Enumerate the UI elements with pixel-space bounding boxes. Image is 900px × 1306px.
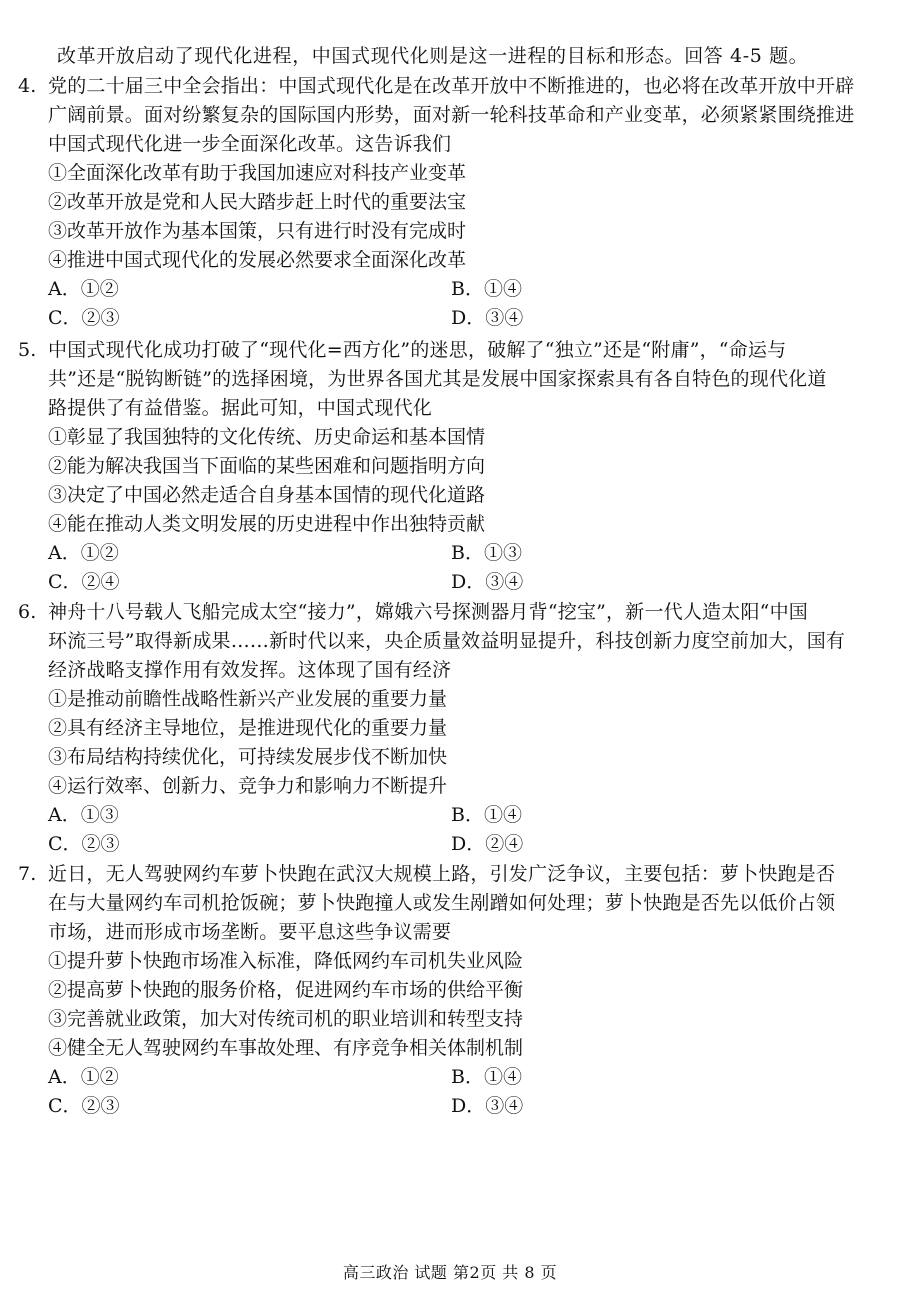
stem-line: 路提供了有益借鉴。据此可知，中国式现代化 [48, 397, 433, 419]
question-5 [18, 336, 878, 597]
stem-line: 中国式现代化进一步全面深化改革。这告诉我们 [48, 133, 452, 155]
stem-line: 环流三号”取得新成果……新时代以来，央企质量效益明显提升，科技创新力度空前加大，国有 [48, 630, 846, 652]
stem-line: 神舟十八号载人飞船完成太空“接力”，嫦娥六号探测器月背“挖宝”，新一代人造太阳“中国 [48, 601, 808, 623]
option-b: B．①④ [451, 1066, 522, 1088]
question-stem [18, 336, 878, 423]
option-d: D．③④ [451, 571, 524, 593]
question-number: 4. [18, 75, 37, 97]
option-c: C．②③ [48, 833, 120, 855]
options-row [18, 539, 878, 568]
options-row [18, 830, 878, 859]
statement-2: ②能为解决我国当下面临的某些困难和问题指明方向 [48, 455, 486, 477]
statement-1: ①提升萝卜快跑市场准入标准，降低网约车司机失业风险 [48, 950, 524, 972]
option-b: B．①④ [451, 278, 522, 300]
statement-1: ①全面深化改革有助于我国加速应对科技产业变革 [48, 162, 467, 184]
option-d: D．③④ [451, 1095, 524, 1117]
statement-3: ③改革开放作为基本国策，只有进行时没有完成时 [48, 220, 467, 242]
option-a: A．①② [48, 1066, 119, 1088]
option-a: A．①③ [48, 804, 119, 826]
statement-1: ①是推动前瞻性战略性新兴产业发展的重要力量 [48, 688, 448, 710]
option-a: A．①② [48, 542, 119, 564]
stem-line: 近日，无人驾驶网约车萝卜快跑在武汉大规模上路，引发广泛争议，主要包括：萝卜快跑是否 [48, 863, 836, 885]
question-7 [18, 860, 878, 1121]
question-stem [18, 598, 878, 685]
option-d: D．②④ [451, 833, 524, 855]
question-number: 6. [18, 601, 37, 623]
stem-line: 广阔前景。面对纷繁复杂的国际国内形势，面对新一轮科技革命和产业变革，必须紧紧围绕推进 [48, 104, 855, 126]
statement-4: ④运行效率、创新力、竞争力和影响力不断提升 [48, 775, 448, 797]
option-d: D．③④ [451, 307, 524, 329]
option-c: C．②③ [48, 307, 120, 329]
question-stem [18, 860, 878, 947]
stem-line: 党的二十届三中全会指出：中国式现代化是在改革开放中不断推进的，也必将在改革开放中开辟 [48, 75, 855, 97]
statement-2: ②提高萝卜快跑的服务价格，促进网约车市场的供给平衡 [48, 979, 524, 1001]
statement-4: ④健全无人驾驶网约车事故处理、有序竞争相关体制机制 [48, 1037, 524, 1059]
stem-line: 市场，进而形成市场垄断。要平息这些争议需要 [48, 921, 452, 943]
intro-text: 改革开放启动了现代化进程，中国式现代化则是这一进程的目标和形态。回答 4-5 题。 [57, 45, 809, 67]
option-c: C．②④ [48, 571, 120, 593]
question-6 [18, 598, 878, 859]
options-row [18, 1063, 878, 1092]
statement-3: ③决定了中国必然走适合自身基本国情的现代化道路 [48, 484, 486, 506]
question-4 [18, 72, 878, 333]
stem-line: 在与大量网约车司机抢饭碗；萝卜快跑撞人或发生剐蹭如何处理；萝卜快跑是否先以低价占领 [48, 892, 836, 914]
options-row [18, 801, 878, 830]
statement-4: ④推进中国式现代化的发展必然要求全面深化改革 [48, 249, 467, 271]
stem-line: 经济战略支撑作用有效发挥。这体现了国有经济 [48, 659, 452, 681]
option-b: B．①③ [451, 542, 522, 564]
options-row [18, 568, 878, 597]
statement-3: ③完善就业政策，加大对传统司机的职业培训和转型支持 [48, 1008, 524, 1030]
options-row [18, 304, 878, 333]
statement-3: ③布局结构持续优化，可持续发展步伐不断加快 [48, 746, 448, 768]
statement-1: ①彰显了我国独特的文化传统、历史命运和基本国情 [48, 426, 486, 448]
question-stem [18, 72, 878, 159]
statement-4: ④能在推动人类文明发展的历史进程中作出独特贡献 [48, 513, 486, 535]
options-row [18, 1092, 878, 1121]
question-number: 7. [18, 863, 37, 885]
options-row [18, 275, 878, 304]
page-footer: 高三政治 试题 第2页 共 8 页 [342, 1263, 558, 1282]
option-a: A．①② [48, 278, 119, 300]
option-b: B．①④ [451, 804, 522, 826]
question-number: 5. [18, 339, 37, 361]
statement-2: ②具有经济主导地位，是推进现代化的重要力量 [48, 717, 448, 739]
stem-line: 共”还是“脱钩断链”的选择困境，为世界各国尤其是发展中国家探索具有各自特色的现代化道 [48, 368, 827, 390]
statement-2: ②改革开放是党和人民大踏步赶上时代的重要法宝 [48, 191, 467, 213]
stem-line: 中国式现代化成功打破了“现代化=西方化”的迷思，破解了“独立”还是“附庸”，“命运与 [48, 339, 787, 361]
option-c: C．②③ [48, 1095, 120, 1117]
